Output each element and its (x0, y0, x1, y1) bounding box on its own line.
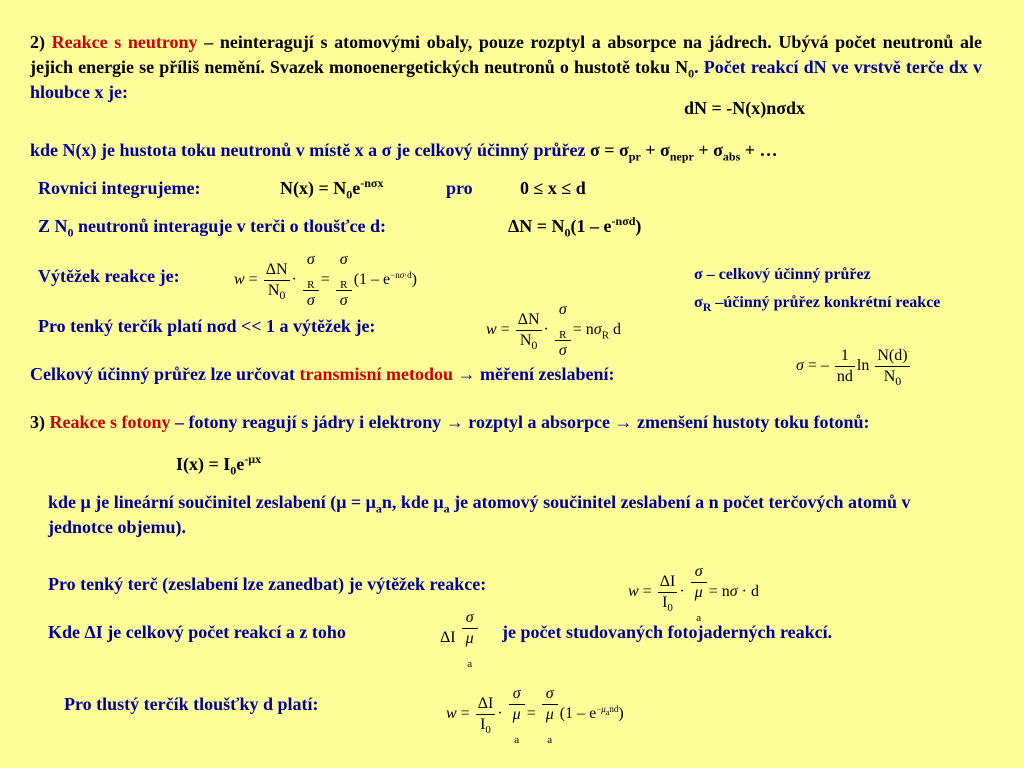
sec2-paragraph: 2) Reakce s neutrony – neinteragují s atomovými obaly, pouze rozptyl a absorpce na jádrech. Ubývá počet neutronů ale jejich energie se příliš nemění. Svazek monoenergetických neutronů o hustotě toku $N_0$. Počet reakcí dN ve vrstvě terče dx v hloubce x je: (30, 32, 982, 102)
thick-target-label: Pro tlustý terčík tloušťky d platí: (64, 694, 319, 714)
sec2-number: 2) (30, 32, 45, 52)
deltaI-line-b: je počet studovaných fotojaderných reakcí. (502, 622, 833, 642)
deltaN-equation: $\Delta N = N_0(1 - e^{-n\sigma d})$ (508, 214, 642, 240)
thick-target-formula: w = $\frac{\Delta I}{I_0}$ · σ μ $_a$ = σ μ $_a$ $(1 - e^{-\mu_and})$ (446, 685, 624, 747)
interacting-neutrons-line: Z $N_0$ neutronů interaguje v terči o tloušťce d: (38, 216, 387, 240)
deltaI-line-a: Kde ΔI je celkový počet reakcí a z toho (48, 622, 346, 642)
thin-photon-label: Pro tenký terč (zeslabení lze zanedbat) je výtěžek reakce: (48, 574, 487, 594)
thin-photon-formula: w = $\frac{\Delta I}{I_0}$ · σ μ $_a$ = nσ · d (628, 563, 759, 625)
integrate-equation: $N(x) = N_0e^{-n\sigma x}$ (280, 176, 384, 202)
sigma-definition-line: kde N(x) je hustota toku neutronů v místě x a σ je celkový účinný průřez $\sigma = \sigma_{pr} + \sigma_{nepr} + \sigma_{abs}$ + … (30, 140, 778, 164)
mu-definition: kde μ je lineární součinitel zeslabení ($\mu = \mu_an$, kde $\mu_a$ je atomový součinitel zeslabení a n počet terčových atomů v jednotce objemu). (48, 492, 911, 537)
eq-dN: dN = -N(x)nσdx (684, 98, 806, 118)
sec2-text1: – neinteragují s atomovými obaly, pouze rozptyl a absorpce na jádrech. Ubývá počet neutronů ale jejich energie se příliš nemění. Svazek monoenergetických neutronů o hustotě toku N (30, 32, 982, 77)
integrate-range: 0 ≤ x ≤ d (520, 178, 586, 198)
deltaI-fraction: ΔI σ μ $_a$ (440, 608, 480, 669)
sec2-title: Reakce s neutrony (51, 32, 198, 52)
sigma-definition-text: kde N(x) je hustota toku neutronů v místě x a σ je celkový účinný průřez (30, 140, 590, 160)
thin-target-label: Pro tenký terčík platí nσd << 1 a výtěžek je: (38, 316, 376, 336)
sec3-title: Reakce s fotony (49, 412, 171, 432)
yield-label: Výtěžek reakce je: (38, 266, 180, 286)
sec3-paragraph: 3) Reakce s fotony – fotony reagují s jádry i elektrony → rozptyl a absorpce → zmenšení hustoty toku fotonů: (30, 412, 870, 432)
transmission-formula: σ = – $\frac{1}{nd}$ ln $\frac{N(d)}{N_0}$ (796, 347, 908, 389)
sec2-text1b: . Počet reakcí dN ve vrstvě terče dx v hloubce x je: (30, 57, 982, 102)
yield-formula: w = $\frac{\Delta N}{N_0}$ · σ $_R$ σ = σ $_R$ σ $(1 - e^{-n\sigma\cdot d})$ (234, 251, 417, 309)
thin-target-formula: w = $\frac{\Delta N}{N_0}$ · σ $_R$ σ = $n\sigma_R$ d (486, 301, 622, 359)
integrate-label: Rovnici integrujeme: (38, 178, 201, 198)
legend-sigma: σ – celkový účinný průřez (694, 266, 871, 283)
integrate-pro: pro (446, 178, 473, 198)
legend-sigmaR: $\sigma_R$ –účinný průřez konkrétní reakce (694, 294, 941, 315)
photon-attenuation-eq: $I(x) = I_0e^{-\mu x}$ (176, 452, 262, 478)
transmission-line: Celkový účinný průřez lze určovat transmisní metodou → měření zeslabení: (30, 364, 615, 384)
